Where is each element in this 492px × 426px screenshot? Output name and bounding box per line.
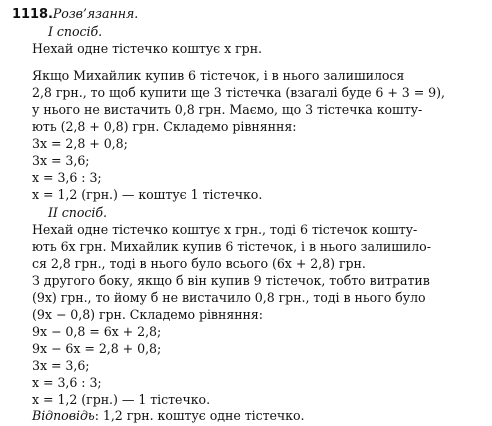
method2-line-0: Нехай одне тістечко коштує x грн., тоді 6 тістечок кошту- [32, 222, 418, 237]
method2-line-3: З другого боку, якщо б він купив 9 тістечок, тобто витратив [32, 273, 430, 288]
answer-text: : 1,2 грн. коштує одне тістечко. [94, 408, 305, 423]
problem-number: 1118. [12, 7, 53, 22]
method2-line-5: (9x − 0,8) грн. Складемо рівняння: [32, 307, 263, 322]
method2-eq-5: x = 1,2 (грн.) — 1 тістечко. [32, 392, 211, 407]
method2-line-1: ють 6x грн. Михайлик купив 6 тістечок, і в нього залишило- [32, 239, 431, 254]
method2-eq-4: x = 3,6 : 3; [32, 375, 102, 390]
method1-eq-2: 3x = 3,6; [32, 153, 90, 168]
method2-eq-3: 3x = 3,6; [32, 358, 90, 373]
answer-label: Відповідь [32, 408, 95, 423]
method1-line-3: у нього не вистачить 0,8 грн. Маємо, що 3 тістечка кошту- [32, 102, 423, 117]
method2-line-2: ся 2,8 грн., тоді в нього було всього (6x + 2,8) грн. [32, 256, 366, 271]
solution-label: Розв’язання. [52, 6, 139, 21]
method1-eq-3: x = 3,6 : 3; [32, 170, 102, 185]
method2-eq-2: 9x − 6x = 2,8 + 0,8; [32, 341, 162, 356]
method1-line-2: 2,8 грн., то щоб купити ще 3 тістечка (взагалі буде 6 + 3 = 9), [32, 85, 445, 100]
method1-eq-1: 3x = 2,8 + 0,8; [32, 136, 128, 151]
answer-line [32, 408, 305, 424]
method1-line-4: ють (2,8 + 0,8) грн. Складемо рівняння: [32, 119, 297, 134]
method1-title: I спосіб. [48, 24, 103, 39]
method1-line-1: Якщо Михайлик купив 6 тістечок, і в нього залишилося [32, 68, 405, 83]
method2-title: II спосіб. [48, 205, 107, 220]
method1-eq-4: x = 1,2 (грн.) — коштує 1 тістечко. [32, 187, 263, 202]
method2-eq-1: 9x − 0,8 = 6x + 2,8; [32, 324, 162, 339]
method2-line-4: (9x) грн., то йому б не вистачило 0,8 грн., тоді в нього було [32, 290, 426, 305]
problem-heading [12, 6, 138, 23]
method1-line-0: Нехай одне тістечко коштує x грн. [32, 41, 262, 56]
